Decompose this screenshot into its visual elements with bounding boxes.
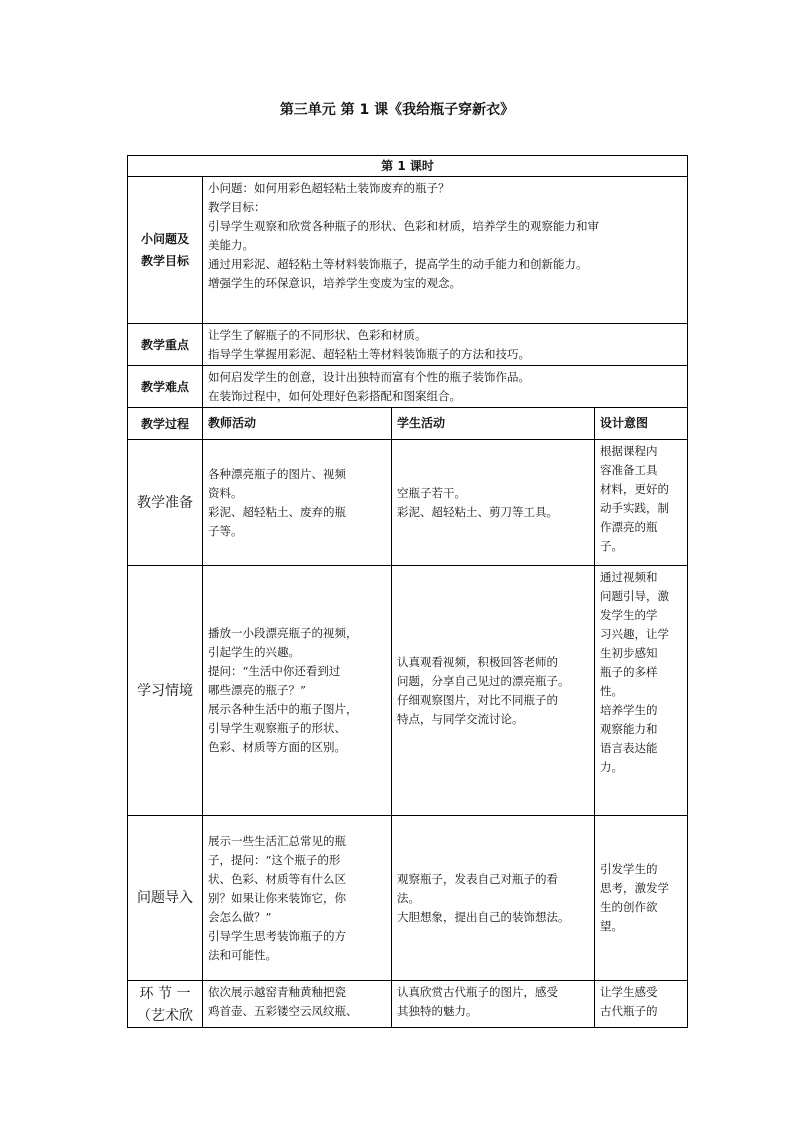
text-line: 作漂亮的瓶 [600, 520, 658, 534]
document-title: 第三单元 第 1 课《我给瓶子穿新衣》 [279, 102, 515, 118]
text-line: 古代瓶子的 [600, 1004, 658, 1018]
text-line: 让学生感受 [600, 985, 658, 999]
text-line: 色彩、材质等方面的区别。 [208, 740, 346, 754]
text-line: （艺术欣 [137, 1008, 193, 1024]
student-activity [392, 440, 595, 566]
text-line: 力。 [600, 760, 623, 774]
difficulties-content [203, 366, 688, 408]
design-intent [595, 981, 688, 1028]
text-line: 培养学生的 [600, 703, 658, 717]
process-row-preparation [128, 440, 688, 566]
text-line: 容准备工具 [600, 463, 658, 477]
difficulty-line: 在装饰过程中，如何处理好色彩搭配和图案组合。 [208, 389, 461, 403]
text-line: 法。 [397, 890, 420, 905]
process-stage-header: 教学过程 [128, 408, 203, 440]
design-intent [595, 566, 688, 816]
text-line: 资料。 [208, 485, 243, 500]
student-activity [392, 981, 595, 1028]
objectives-line: 美能力。 [208, 238, 254, 252]
text-line: 问题，分享自己见过的漂亮瓶子。 [397, 673, 570, 688]
difficulty-line: 如何启发学生的创意，设计出独特而富有个性的瓶子装饰作品。 [208, 370, 530, 384]
text-line: 通过视频和 [600, 570, 658, 584]
key-points-content [203, 324, 688, 366]
text-line: 问题引导，激 [600, 589, 669, 603]
text-line: 习兴趣，让学 [600, 627, 669, 641]
text-line: 引导学生观察瓶子的形状、 [208, 721, 346, 735]
design-intent [595, 816, 688, 981]
text-line: 子等。 [208, 523, 243, 538]
objectives-line: 通过用彩泥、超轻粘土等材料装饰瓶子，提高学生的动手能力和创新能力。 [208, 257, 588, 271]
text-line: 生初步感知 [600, 646, 658, 660]
text-line: 引起学生的兴趣。 [208, 645, 300, 659]
text-line: 空瓶子若干。 [397, 485, 466, 500]
text-line: 其独特的魅力。 [397, 1004, 478, 1018]
objectives-content [203, 177, 688, 324]
difficulties-row [128, 366, 688, 408]
objectives-label [128, 177, 203, 324]
text-line: 各种漂亮瓶子的图片、视频 [208, 466, 346, 481]
text-line: 动手实践，制 [600, 501, 669, 515]
text-line: 材料，更好的 [600, 482, 669, 496]
session-row [128, 156, 688, 177]
text-line: 展示一些生活汇总常见的瓶 [208, 833, 346, 848]
student-activity-header: 学生活动 [392, 408, 595, 440]
text-line: 认真欣赏古代瓶子的图片，感受 [397, 985, 558, 999]
text-line: 引发学生的 [600, 862, 658, 876]
teacher-activity [203, 981, 392, 1028]
objectives-row [128, 177, 688, 324]
process-header-row [128, 408, 688, 440]
text-line: 展示各种生活中的瓶子图片， [208, 702, 358, 716]
text-line: 鸡首壶、五彩镂空云凤纹瓶、 [208, 1004, 358, 1018]
stage-label: 问题导入 [128, 816, 203, 981]
key-points-label: 教学重点 [128, 324, 203, 366]
key-points-row [128, 324, 688, 366]
text-line: 特点，与同学交流讨论。 [397, 711, 524, 726]
teacher-activity [203, 816, 392, 981]
process-row-problem-intro [128, 816, 688, 981]
text-line: 提问：“生活中你还看到过 [208, 664, 341, 678]
objectives-line: 小问题：如何用彩色超轻粘土装饰废弃的瓶子？ [208, 181, 450, 195]
text-line: 观察瓶子，发表自己对瓶子的看 [397, 871, 558, 886]
stage-label: 教学准备 [128, 440, 203, 566]
text-line: 发学生的学 [600, 608, 658, 622]
text-line: 播放一小段漂亮瓶子的视频， [208, 626, 358, 640]
stage-label [128, 981, 203, 1028]
objectives-line: 教学目标： [208, 200, 266, 214]
design-intent-header: 设计意图 [595, 408, 688, 440]
text-line: 引导学生思考装饰瓶子的方 [208, 928, 346, 943]
text-line: 依次展示越窑青釉黄釉把瓷 [208, 985, 346, 999]
text-line: 状、色彩、材质等有什么区 [208, 871, 346, 886]
text-line: 根据课程内 [600, 444, 658, 458]
text-line: 瓶子的多样 [600, 665, 658, 679]
session-label: 第 1 课时 [128, 156, 688, 177]
text-line: 认真观看视频，积极回答老师的 [397, 654, 558, 669]
teacher-activity [203, 440, 392, 566]
text-line: 观察能力和 [600, 722, 658, 736]
process-row-section-one [128, 981, 688, 1028]
text-line: 别？如果让你来装饰它，你 [208, 890, 346, 905]
text-line: 哪些漂亮的瓶子？” [208, 683, 306, 697]
text-line: 望。 [600, 919, 623, 933]
objectives-line: 引导学生观察和欣赏各种瓶子的形状、色彩和材质，培养学生的观察能力和审 [208, 219, 599, 233]
objectives-label-line2: 教学目标 [140, 254, 189, 268]
student-activity [392, 566, 595, 816]
text-line: 生的创作欲 [600, 900, 658, 914]
key-point-line: 让学生了解瓶子的不同形状、色彩和材质。 [208, 328, 427, 342]
design-intent [595, 440, 688, 566]
difficulties-label: 教学难点 [128, 366, 203, 408]
process-row-situation [128, 566, 688, 816]
text-line: 会怎么做？” [208, 909, 272, 924]
key-point-line: 指导学生掌握用彩泥、超轻粘土等材料装饰瓶子的方法和技巧。 [208, 347, 530, 361]
teacher-activity [203, 566, 392, 816]
text-line: 仔细观察图片，对比不同瓶子的 [397, 692, 558, 707]
teacher-activity-header: 教师活动 [203, 408, 392, 440]
stage-label: 学习情境 [128, 566, 203, 816]
text-line: 子，提问：“这个瓶子的形 [208, 852, 341, 867]
text-line: 法和可能性。 [208, 947, 277, 962]
text-line: 性。 [600, 684, 623, 698]
objectives-label-line1: 小问题及 [140, 232, 189, 246]
text-line: 语言表达能 [600, 741, 658, 755]
lesson-plan-table [127, 155, 688, 1028]
text-line: 大胆想象，提出自己的装饰想法。 [397, 909, 570, 924]
objectives-line: 增强学生的环保意识，培养学生变废为宝的观念。 [208, 276, 461, 290]
text-line: 彩泥、超轻粘土、剪刀等工具。 [397, 504, 558, 519]
text-line: 思考，激发学 [600, 881, 669, 895]
text-line: 环 节 一 [139, 986, 191, 1002]
text-line: 彩泥、超轻粘土、废弃的瓶 [208, 504, 346, 519]
text-line: 子。 [600, 539, 623, 553]
student-activity [392, 816, 595, 981]
